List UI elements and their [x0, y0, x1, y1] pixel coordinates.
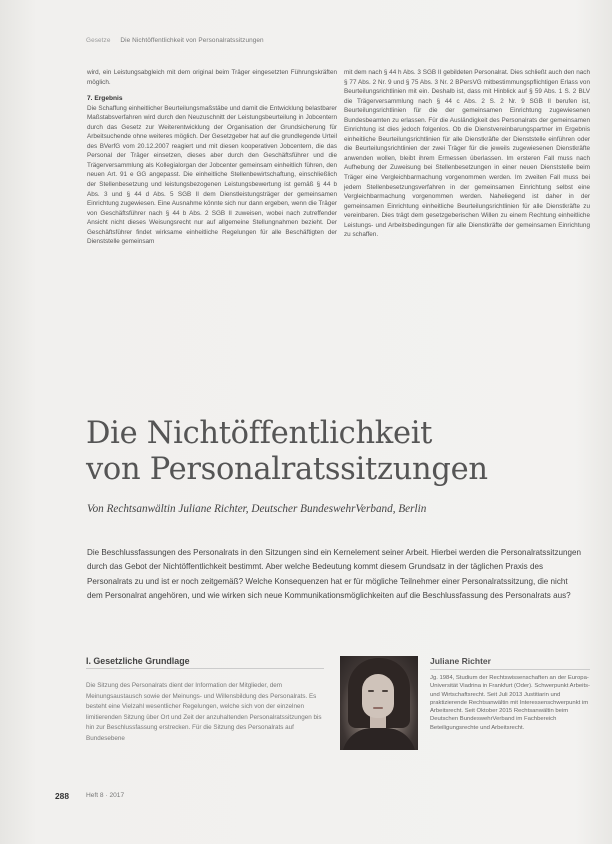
header-running-title: Die Nichtöffentlichkeit von Personalratssitzungen	[120, 37, 264, 44]
issue-label: Heft 8 · 2017	[86, 792, 125, 799]
header-section-label: Gesetze	[86, 37, 111, 44]
article-title-line-2: von Personalratssitzungen	[86, 452, 488, 487]
left-column-intro: wird, ein Leistungsabgleich mit dem original beim Träger eingesetzten Führungskräften möglich.	[87, 69, 337, 86]
author-name: Juliane Richter	[430, 656, 491, 666]
page-number: 288	[55, 791, 69, 801]
left-text-column	[87, 68, 337, 247]
running-header	[86, 37, 264, 44]
author-bio: Jg. 1984, Studium der Rechtswissenschaften an der Europa-Universität Viadrina in Frankfurt (Oder). Schwerpunkt Arbeits- und Wirtschaftsrecht. Seit Juli 2013 Justitiarin und praktizierende Rechtsanwältin mit Interessenschwerpunkt im Arbeitsrecht. Seit Oktober 2015 Rechtsanwältin beim Deutschen BundeswehrVerband im Fachbereich Beteiligungsrechte und Arbeitsrecht.	[430, 675, 590, 731]
article-title	[86, 416, 488, 488]
left-column-body: Die Schaffung einheitlicher Beurteilungsmaßstäbe und damit die Entwicklung belastbarer Maßstabsverfahren wird durch den Neuzuschnitt der Leistungsbeurteilung in Jobcentern durch das Gesetz zur Weiterentwicklung der Organisation der Grundsicherung für Arbeitsuchende ohne weiteres möglich. Der Gesetzgeber hat auf die grundlegende Urteil des BVerfG vom 20.12.2007 reagiert und mit diesen kooperativen Jobcentern, die das Personal der Träger einsetzen, dieses aber durch den Geschäftsführer und die Trägerversammlung als Kollegialorgan der Jobcenter gemeinsam einheitlich führen, den neuen Art. 91 e GG angepasst. Die einheitliche Stellenbewirtschaftung, einschließlich der Stellenbesetzung und leistungsbezogenen Leistungsbewertung ist gemäß § 44 b Abs. 3 und § 44 d Abs. 5 SGB II dem Dienstleistungsträger der gemeinsamen Einrichtung zugewiesen. Eine Ausnahme könnte sich nur dann ergeben, wenn die Träger von Geschäftsführer nach § 44 b Abs. 2 SGB II zuweisen, wobei nach zutreffender Ansicht nicht dieses Weisungsrecht nur auf allgemeine Stellungnahmen bezieht. Der Geschäftsführer findet wirksame einheitliche Regelungen für alle Beschäftigten der Dienststelle gemeinsam	[87, 104, 337, 246]
author-photo	[340, 656, 418, 750]
right-column-body: mit dem nach § 44 h Abs. 3 SGB II gebildeten Personalrat. Dies schließt auch den nach § 77 Abs. 2 Nr. 9 und § 75 Abs. 3 Nr. 2 BPersVG mitbestimmungspflichtigen Erlass von Beurteilungsrichtlinien mit ein. Deshalb ist, dass mit Hinblick auf § 59 Abs. 1 S. 2 BLV die Trägerversammlung nach § 44 c Abs. 2 S. 2 Nr. 9 SGB II berufen ist, Beurteilungsrichtlinien für die der gemeinsamen Einrichtung zugewiesenen Bundesbeamten zu erlassen. Für die Ausländigkeit des Personalrats der gemeinsamen Einrichtung ist dies jedoch folgenlos. Ob die Dienstvereinbarungspartner im Ergebnis einheitliche Beurteilungsrichtlinien für alle Dienstkräfte der Dienststelle einführen oder die Beurteilungsrichtlinien der zwei Träger für die jeweils zugewiesenen Dienstkräfte anwenden wollen, bleibt ihrem Ermessen überlassen. Im ersteren Fall muss nach Aufhebung der Zuweisung bei Stellenbesetzungen in einer neuen Dienststelle beim Träger eine Vergleichbarmachung vorgenommen werden. Im zweiten Fall muss bei jedem Stellenbesetzungsverfahren in der gemeinsamen Einrichtung selbst eine Vergleichbarmachung vorgenommen werden. Naheliegend ist daher in der gemeinsamen Einrichtung einheitliche Beurteilungsrichtlinien für alle Dienstkräfte zu vereinbaren. Dies trägt dem gesetzgeberischen Willen zu einem Rechtung einheitliche Leistungs- und Arbeitsbedingungen für alle Dienstkräfte der gemeinsamen Einrichtung zu schaffen.	[344, 69, 590, 239]
article-byline: Von Rechtsanwältin Juliane Richter, Deutscher BundeswehrVerband, Berlin	[87, 503, 427, 515]
article-title-line-1: Die Nichtöffentlichkeit	[86, 416, 433, 451]
article-lead: Die Beschlussfassungen des Personalrats in den Sitzungen sind ein Kernelement seiner Arbeit. Hierbei werden die Personalratssitzungen durch das Gebot der Nichtöffentlichkeit bestimmt. Aber welche Bedeutung kommt diesem Grundsatz in der täglichen Praxis des Personalrats zu und ist er noch zeitgemäß? Welche Konsequenzen hat er für mögliche Teilnehmer einer Personalratssitzung, die nicht dem Personalrat angehören, und wie wirken sich neue Kommunikationsmöglichkeiten auf die Beschlussfassung des Personalrats aus?	[87, 548, 582, 600]
result-heading: 7. Ergebnis	[87, 95, 123, 103]
author-divider	[430, 669, 590, 670]
section-heading: I. Gesetzliche Grundlage	[86, 656, 190, 666]
right-text-column	[344, 68, 590, 240]
section-divider	[86, 668, 324, 669]
section-body: Die Sitzung des Personalrats dient der Information der Mitglieder, dem Meinungsaustausch sowie der Meinungs- und Willensbildung des Personalrats. Es besteht eine Vielzahl wesentlicher Regelungen, welche sich von der einzelnen limitierenden Sitzung über Ort und Zeit der anzuhaltenden Personalratssitzungen bis hin zur Beschlussfassung erstrecken. Für die Sitzung des Personalrats auf Bundesebene	[86, 682, 322, 742]
